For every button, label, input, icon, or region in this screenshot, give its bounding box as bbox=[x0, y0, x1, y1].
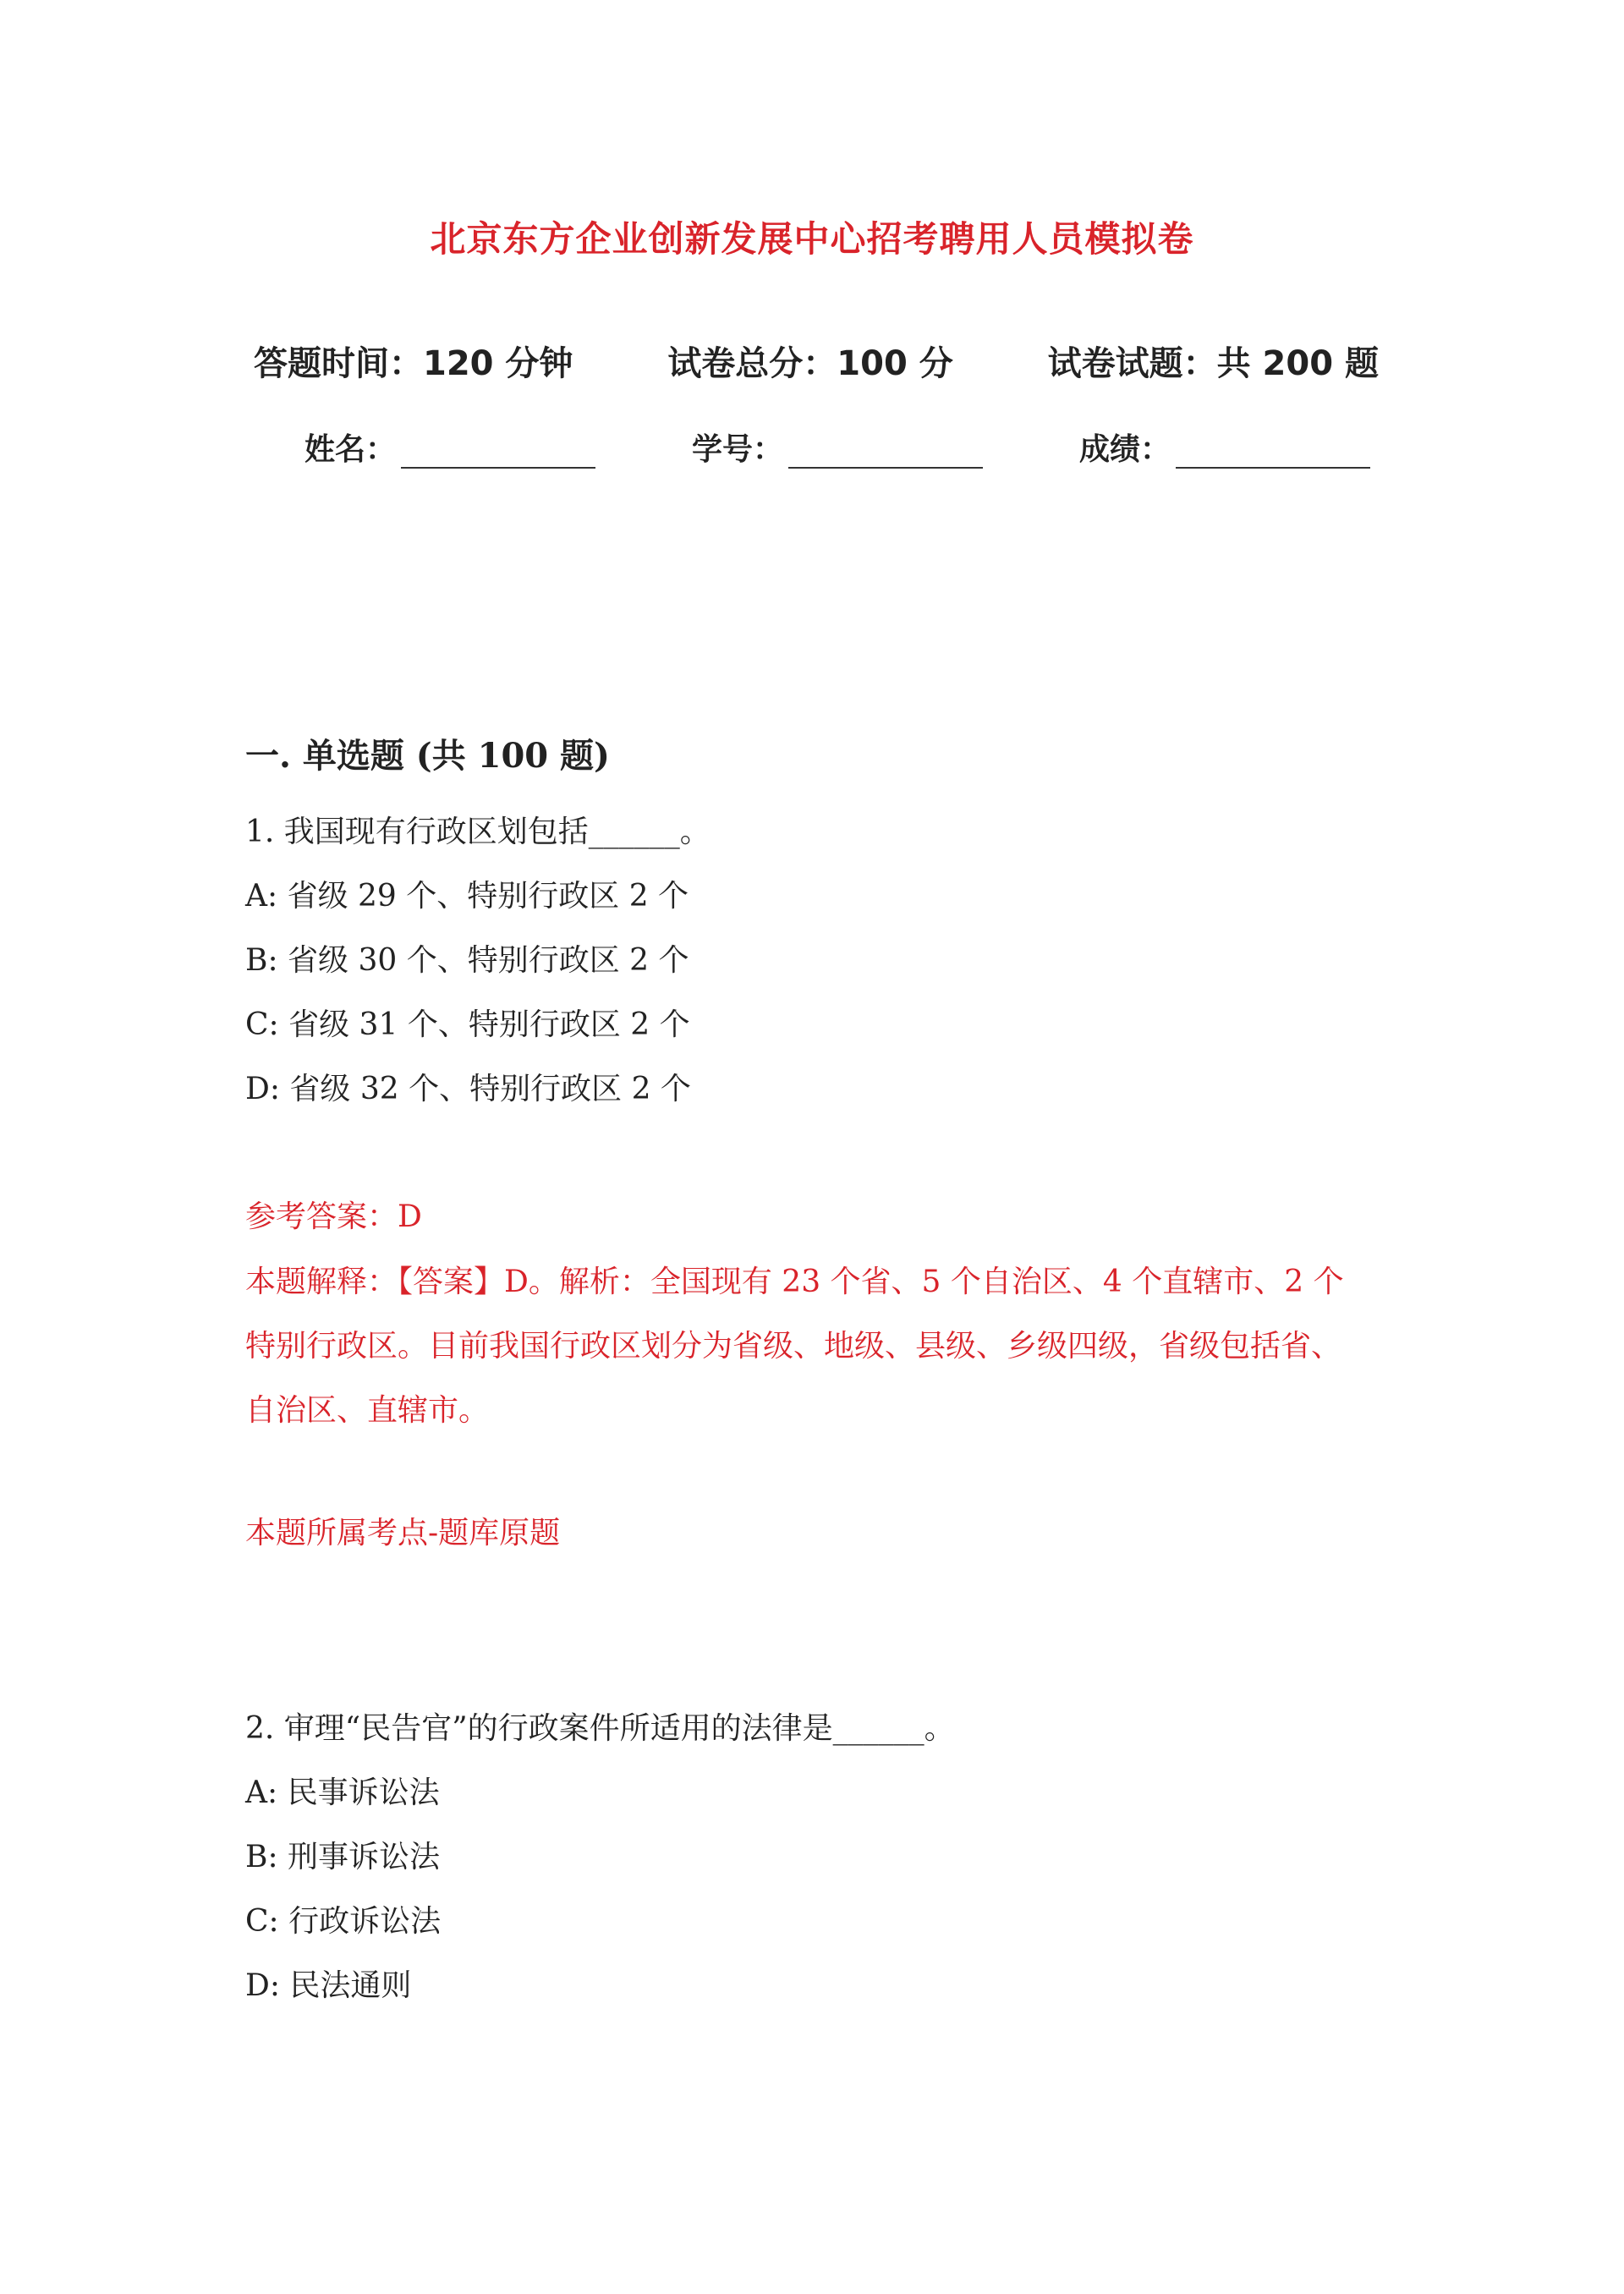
grade-field bbox=[1079, 425, 1370, 469]
question-stem: 1. 我国现有行政区划包括______。 bbox=[245, 815, 710, 849]
name-field bbox=[304, 425, 595, 469]
exam-time: 答题时间：120 分钟 bbox=[254, 344, 573, 383]
question-option: B: 刑事诉讼法 bbox=[245, 1840, 441, 1874]
question-option: C: 行政诉讼法 bbox=[245, 1904, 442, 1939]
name-blank bbox=[401, 435, 595, 469]
page-title: 北京东方企业创新发展中心招考聘用人员模拟卷 bbox=[430, 218, 1194, 260]
answer-explanation: 本题解释：【答案】D。解析：全国现有 23 个省、5 个自治区、4 个直辖市、2 个特别行政区。目前我国行政区划分为省级、地级、县级、乡级四级，省级包括省、自治区、直辖市。 bbox=[245, 1265, 1344, 1428]
question-option: A: 民事诉讼法 bbox=[245, 1775, 440, 1810]
question-option: D: 省级 32 个、特别行政区 2 个 bbox=[245, 1072, 691, 1106]
student-fields-row bbox=[304, 425, 1370, 469]
question-option: A: 省级 29 个、特别行政区 2 个 bbox=[245, 879, 689, 914]
name-label: 姓名： bbox=[304, 432, 397, 467]
question-option: C: 省级 31 个、特别行政区 2 个 bbox=[245, 1007, 690, 1042]
grade-label: 成绩： bbox=[1078, 432, 1171, 467]
knowledge-point: 本题所属考点-题库原题 bbox=[245, 1516, 561, 1550]
exam-info-row bbox=[254, 337, 1379, 385]
exam-total-score: 试卷总分：100 分 bbox=[667, 344, 953, 383]
question-option: D: 民法通则 bbox=[245, 1968, 412, 2003]
exam-question-count: 试卷试题：共 200 题 bbox=[1047, 344, 1379, 383]
question-stem: 2. 审理“民告官”的行政案件所适用的法律是______。 bbox=[245, 1711, 955, 1746]
reference-answer: 参考答案：D bbox=[245, 1199, 422, 1234]
question-option: B: 省级 30 个、特别行政区 2 个 bbox=[245, 943, 689, 978]
student-id-label: 学号： bbox=[691, 432, 783, 467]
student-id-blank bbox=[788, 435, 983, 469]
grade-blank bbox=[1176, 435, 1370, 469]
section-title: 一. 单选题 (共 100 题) bbox=[245, 736, 610, 776]
student-id-field bbox=[692, 425, 983, 469]
